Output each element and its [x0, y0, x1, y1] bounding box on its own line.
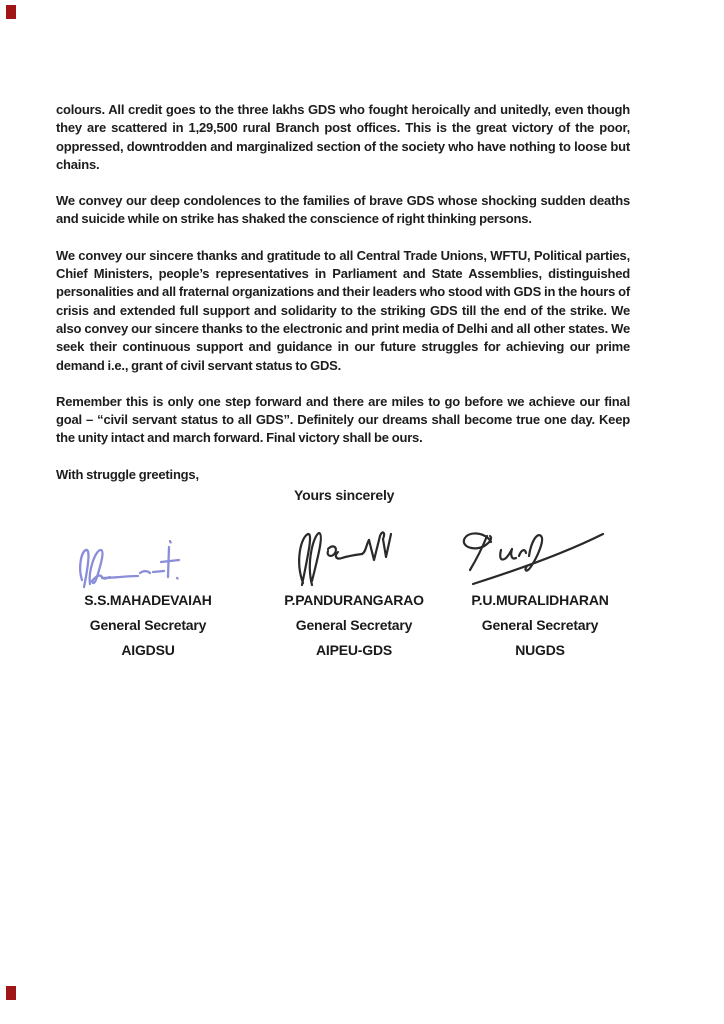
signatory-name: S.S.MAHADEVAIAH: [84, 592, 212, 608]
struggle-greeting: With struggle greetings,: [56, 466, 199, 482]
signatory-block-aipeu-gds: [274, 588, 434, 663]
red-corner-mark-bottom: [6, 986, 16, 1000]
signature-mahadevaiah: [76, 540, 186, 592]
paragraph-4: Remember this is only one step forward and there are miles to go before we achieve our final goal – “civil servant status to all GDS”. Definitely our dreams shall become true one day. Keep the unity intact and march forward. Final victory shall be ours.: [56, 393, 630, 446]
paragraph-3: We convey our sincere thanks and gratitude to all Central Trade Unions, WFTU, Political parties, Chief Ministers, people’s representatives in Parliament and State Assemblies, distinguished personalities and all fraternal organizations and their leaders who stood with GDS in the hours of crisis and extended full support and solidarity to the striking GDS till the end of the strike. We also convey our sincere thanks to the electronic and print media of Delhi and all other states. We seek their continuous support and guidance in our future struggles for achieving our prime demand i.e., grant of civil servant status to GDS.: [56, 247, 630, 373]
paragraph-2: We convey our deep condolences to the families of brave GDS whose shocking sudden deaths and suicide while on strike has shaked the conscience of right thinking persons.: [56, 193, 630, 227]
signatory-name: P.PANDURANGARAO: [284, 592, 424, 608]
valediction: Yours sincerely: [294, 487, 395, 503]
signature-black-ink-icon: [457, 528, 609, 588]
signatory-org: NUGDS: [515, 642, 565, 658]
signature-muralidharan: [457, 528, 609, 588]
signatory-org: AIGDSU: [121, 642, 175, 658]
signatory-name: P.U.MURALIDHARAN: [471, 592, 609, 608]
signature-black-ink-icon: [291, 527, 395, 589]
red-corner-mark-top: [6, 5, 16, 19]
signatory-org: AIPEU-GDS: [316, 642, 392, 658]
signatory-title: General Secretary: [89, 617, 207, 633]
letter-body: [56, 101, 630, 502]
signatory-title: General Secretary: [295, 617, 413, 633]
signatory-block-aigdsu: [68, 588, 228, 663]
signatory-block-nugds: [460, 588, 620, 663]
paragraph-1: colours. All credit goes to the three lakhs GDS who fought heroically and unitedly, even though they are scattered in 1,29,500 rural Branch post offices. This is the great victory of the poor, oppressed, downtrodden and marginalized section of the society who have nothing to loose but chains.: [56, 102, 630, 172]
signature-blue-ink-icon: [76, 540, 186, 592]
signatory-title: General Secretary: [481, 617, 599, 633]
signature-pandurangarao: [291, 527, 395, 589]
